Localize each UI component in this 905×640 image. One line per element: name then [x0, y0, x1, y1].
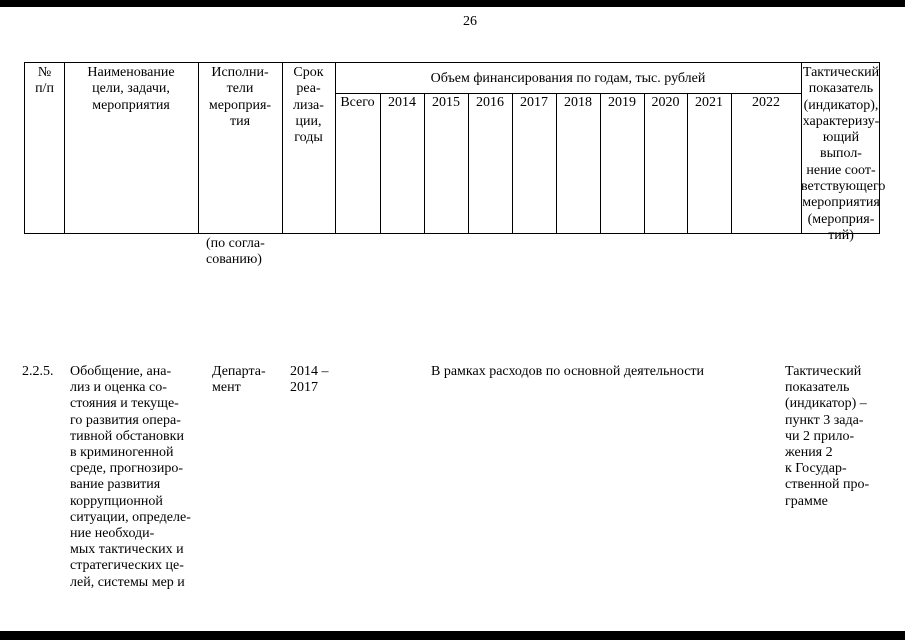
header-year: 2020	[651, 95, 680, 110]
row-number: 2.2.5.	[22, 364, 54, 379]
bottom-scan-border	[0, 631, 905, 640]
year-divider	[644, 93, 645, 233]
header-col-term: Срок реа- лиза- ции, годы	[293, 65, 324, 146]
year-divider	[731, 93, 732, 233]
header-year: 2014	[388, 95, 416, 110]
row-funding-note: В рамках расходов по основной деятельности	[431, 364, 705, 379]
header-year: 2022	[752, 95, 780, 110]
year-divider	[468, 93, 469, 233]
header-year: 2016	[476, 95, 504, 110]
header-year: 2018	[564, 95, 592, 110]
executor-continuation: (по согла- сованию)	[206, 236, 265, 268]
year-divider	[687, 93, 688, 233]
page-number: 26	[463, 14, 477, 29]
year-divider	[512, 93, 513, 233]
header-year: 2015	[432, 95, 460, 110]
top-scan-border	[0, 0, 905, 7]
column-divider	[335, 63, 336, 233]
row-term: 2014 – 2017	[290, 364, 329, 396]
header-year: 2017	[520, 95, 548, 110]
row-indicator: Тактический показатель (индикатор) – пункт 3 зада- чи 2 прило- жения 2 к Государ- ственной про- грамме	[785, 364, 870, 509]
header-total: Всего	[340, 95, 375, 110]
row-name: Обобщение, ана- лиз и оценка со- стояния и текуще- го развития опера- тивной обстановки в криминогенной среде, прогнозиро- вание развития коррупционной ситуации, определе- ние необходи- мых тактических и стратегических це- лей, системы мер и	[70, 364, 191, 590]
header-col-indicator: Тактический показатель (индикатор), характеризу- ющий выпол- нение соот- ветствующего мероприятия (мероприя- тий)	[801, 65, 886, 243]
header-year: 2019	[608, 95, 636, 110]
year-divider	[556, 93, 557, 233]
header-col-name: Наименование цели, задачи, мероприятия	[87, 65, 175, 113]
header-col-number: № п/п	[35, 65, 54, 97]
year-divider	[600, 93, 601, 233]
header-col-funding: Объем финансирования по годам, тыс. рублей	[430, 71, 706, 86]
row-executor: Департа- мент	[212, 364, 266, 396]
year-divider	[424, 93, 425, 233]
year-divider	[380, 93, 381, 233]
header-col-executors: Исполни- тели мероприя- тия	[208, 65, 272, 129]
header-year: 2021	[695, 95, 723, 110]
table-header	[24, 62, 886, 243]
